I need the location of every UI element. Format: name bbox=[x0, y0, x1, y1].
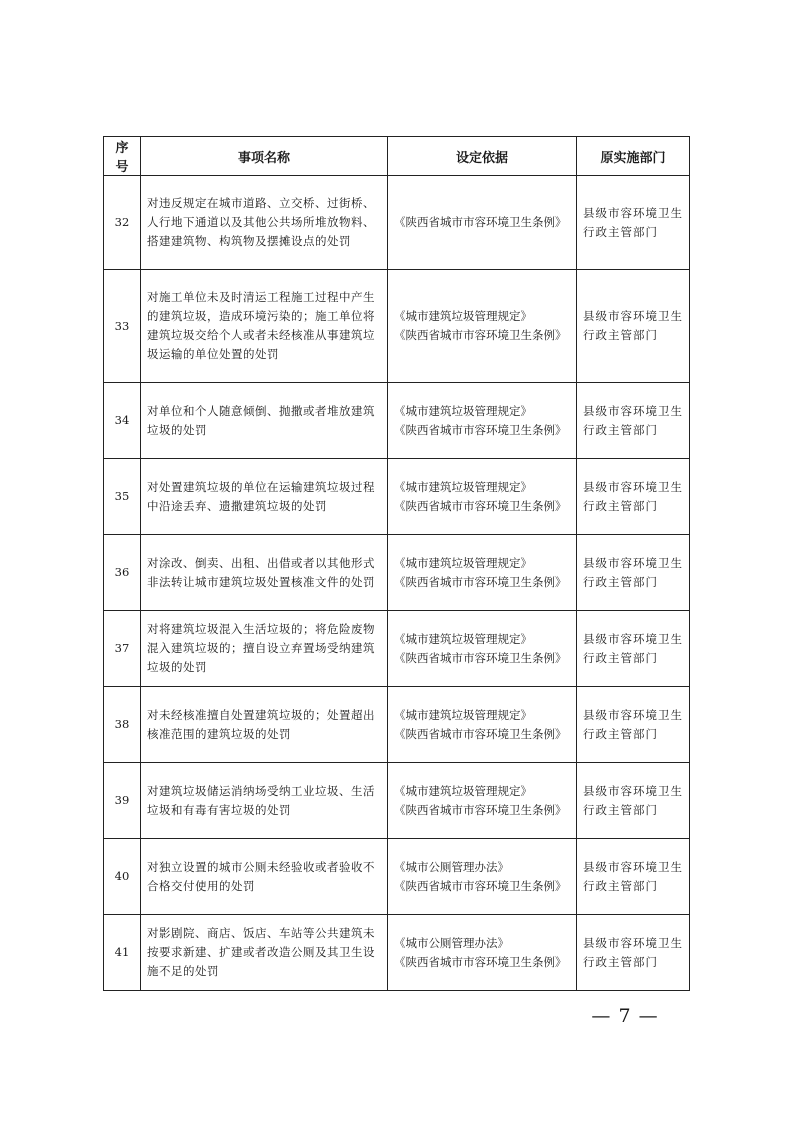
table-row bbox=[104, 459, 690, 535]
row-department: 县级市容环境卫生行政主管部门 bbox=[577, 270, 690, 383]
legal-basis-line: 《陕西省城市市容环境卫生条例》 bbox=[394, 954, 567, 969]
row-serial-number: 32 bbox=[104, 176, 141, 270]
row-serial-number: 33 bbox=[104, 270, 141, 383]
row-serial-number: 41 bbox=[104, 915, 141, 991]
legal-basis-line: 《陕西省城市市容环境卫生条例》 bbox=[394, 215, 567, 229]
legal-basis-line: 《陕西省城市市容环境卫生条例》 bbox=[394, 498, 567, 513]
table-body bbox=[104, 176, 690, 991]
row-item-name: 对施工单位未及时清运工程施工过程中产生的建筑垃圾，造成环境污染的；施工单位将建筑垃圾交给个人或者未经核准从事建筑垃圾运输的单位处置的处罚 bbox=[141, 270, 388, 383]
legal-basis-line: 《陕西省城市市容环境卫生条例》 bbox=[394, 328, 567, 342]
row-item-name: 对单位和个人随意倾倒、抛撒或者堆放建筑垃圾的处罚 bbox=[141, 383, 388, 459]
row-serial-number: 38 bbox=[104, 687, 141, 763]
table-row bbox=[104, 611, 690, 687]
table-row bbox=[104, 687, 690, 763]
legal-basis-line: 《陕西省城市市容环境卫生条例》 bbox=[394, 650, 567, 665]
row-serial-number: 35 bbox=[104, 459, 141, 535]
legal-basis-line: 《城市建筑垃圾管理规定》 bbox=[394, 403, 532, 418]
legal-basis-line: 《陕西省城市市容环境卫生条例》 bbox=[394, 574, 567, 589]
row-item-name: 对违反规定在城市道路、立交桥、过街桥、人行地下通道以及其他公共场所堆放物料、搭建建筑物、构筑物及摆摊设点的处罚 bbox=[141, 176, 388, 270]
row-item-name: 对将建筑垃圾混入生活垃圾的；将危险废物混入建筑垃圾的；擅自设立弃置场受纳建筑垃圾的处罚 bbox=[141, 611, 388, 687]
legal-basis-line: 《城市建筑垃圾管理规定》 bbox=[394, 707, 532, 722]
legal-basis-line: 《陕西省城市市容环境卫生条例》 bbox=[394, 878, 567, 893]
row-legal-basis bbox=[388, 611, 577, 687]
row-legal-basis bbox=[388, 535, 577, 611]
row-department: 县级市容环境卫生行政主管部门 bbox=[577, 459, 690, 535]
row-item-name: 对建筑垃圾储运消纳场受纳工业垃圾、生活垃圾和有毒有害垃圾的处罚 bbox=[141, 763, 388, 839]
legal-basis-line: 《城市建筑垃圾管理规定》 bbox=[394, 309, 532, 323]
row-department: 县级市容环境卫生行政主管部门 bbox=[577, 763, 690, 839]
row-department: 县级市容环境卫生行政主管部门 bbox=[577, 611, 690, 687]
legal-basis-line: 《陕西省城市市容环境卫生条例》 bbox=[394, 422, 567, 437]
legal-basis-line: 《城市建筑垃圾管理规定》 bbox=[394, 631, 532, 646]
table-row bbox=[104, 535, 690, 611]
row-department: 县级市容环境卫生行政主管部门 bbox=[577, 535, 690, 611]
row-legal-basis bbox=[388, 270, 577, 383]
legal-basis-line: 《城市建筑垃圾管理规定》 bbox=[394, 555, 532, 570]
legal-basis-line: 《城市公厕管理办法》 bbox=[394, 859, 509, 874]
row-department: 县级市容环境卫生行政主管部门 bbox=[577, 176, 690, 270]
items-table bbox=[103, 136, 690, 991]
row-legal-basis bbox=[388, 687, 577, 763]
row-legal-basis bbox=[388, 176, 577, 270]
row-serial-number: 39 bbox=[104, 763, 141, 839]
header-department: 原实施部门 bbox=[577, 137, 690, 176]
row-item-name: 对处置建筑垃圾的单位在运输建筑垃圾过程中沿途丢弃、遗撒建筑垃圾的处罚 bbox=[141, 459, 388, 535]
legal-basis-line: 《城市建筑垃圾管理规定》 bbox=[394, 783, 532, 798]
table-header-row bbox=[104, 137, 690, 176]
row-legal-basis bbox=[388, 459, 577, 535]
row-legal-basis bbox=[388, 839, 577, 915]
page-number: — 7 — bbox=[591, 1005, 659, 1027]
row-department: 县级市容环境卫生行政主管部门 bbox=[577, 687, 690, 763]
row-legal-basis bbox=[388, 915, 577, 991]
row-serial-number: 36 bbox=[104, 535, 141, 611]
header-serial-number: 序号 bbox=[104, 137, 141, 176]
row-serial-number: 34 bbox=[104, 383, 141, 459]
row-serial-number: 37 bbox=[104, 611, 141, 687]
row-department: 县级市容环境卫生行政主管部门 bbox=[577, 915, 690, 991]
legal-basis-line: 《陕西省城市市容环境卫生条例》 bbox=[394, 726, 567, 741]
row-legal-basis bbox=[388, 763, 577, 839]
row-item-name: 对涂改、倒卖、出租、出借或者以其他形式非法转让城市建筑垃圾处置核准文件的处罚 bbox=[141, 535, 388, 611]
legal-basis-line: 《陕西省城市市容环境卫生条例》 bbox=[394, 802, 567, 817]
row-item-name: 对未经核准擅自处置建筑垃圾的；处置超出核准范围的建筑垃圾的处罚 bbox=[141, 687, 388, 763]
legal-basis-line: 《城市建筑垃圾管理规定》 bbox=[394, 479, 532, 494]
table-row bbox=[104, 176, 690, 270]
row-serial-number: 40 bbox=[104, 839, 141, 915]
table-row bbox=[104, 383, 690, 459]
row-department: 县级市容环境卫生行政主管部门 bbox=[577, 383, 690, 459]
row-legal-basis bbox=[388, 383, 577, 459]
row-item-name: 对影剧院、商店、饭店、车站等公共建筑未按要求新建、扩建或者改造公厕及其卫生设施不足的处罚 bbox=[141, 915, 388, 991]
table-row bbox=[104, 839, 690, 915]
table-row bbox=[104, 763, 690, 839]
row-department: 县级市容环境卫生行政主管部门 bbox=[577, 839, 690, 915]
header-legal-basis: 设定依据 bbox=[388, 137, 577, 176]
header-item-name: 事项名称 bbox=[141, 137, 388, 176]
legal-basis-line: 《城市公厕管理办法》 bbox=[394, 935, 509, 950]
row-item-name: 对独立设置的城市公厕未经验收或者验收不合格交付使用的处罚 bbox=[141, 839, 388, 915]
table-row bbox=[104, 270, 690, 383]
table-row bbox=[104, 915, 690, 991]
